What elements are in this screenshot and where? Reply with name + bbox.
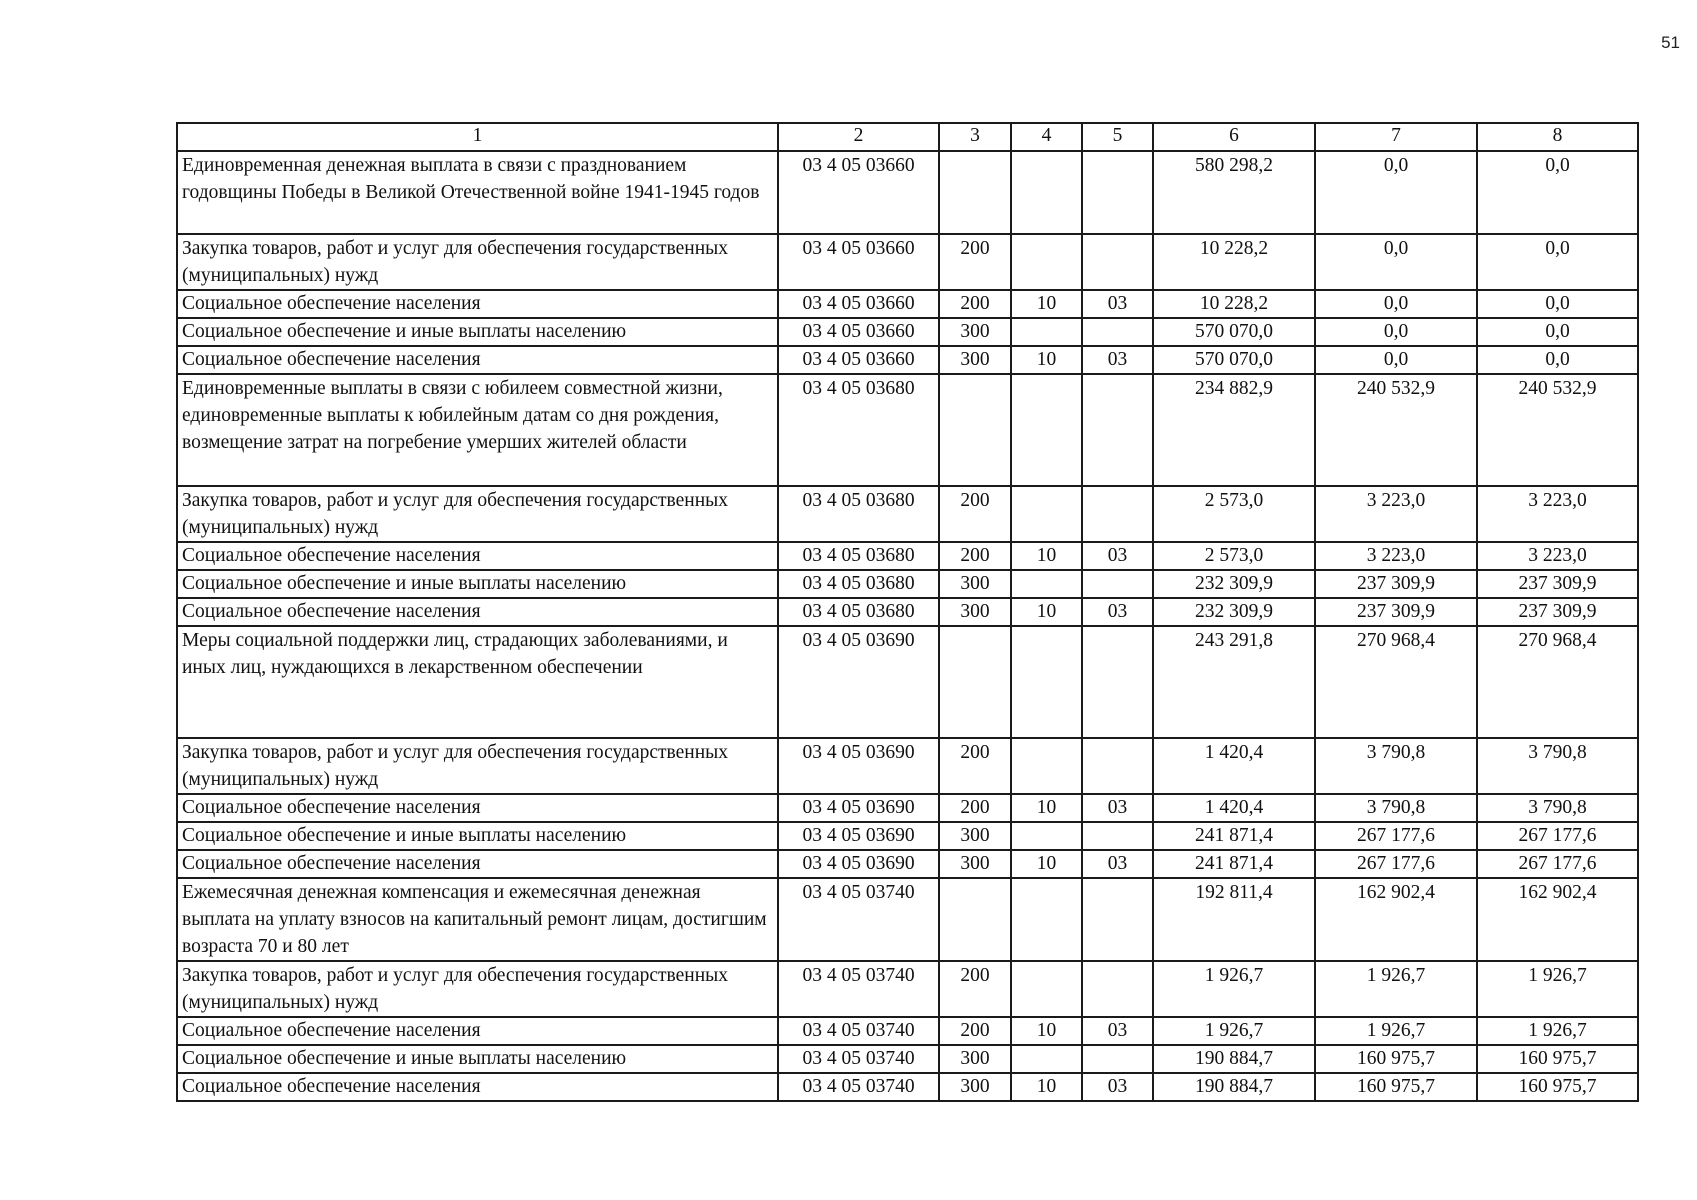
row-value6-cell: 1 420,4 — [1153, 794, 1315, 822]
row-code-cell: 03 4 05 03660 — [778, 346, 939, 374]
row-name-cell: Меры социальной поддержки лиц, страдающих заболеваниями, и иных лиц, нуждающихся в лекарственном обеспечении — [177, 626, 778, 738]
row-value7-cell: 0,0 — [1315, 318, 1477, 346]
row-col5-cell — [1082, 318, 1153, 346]
row-name-cell: Социальное обеспечение населения — [177, 1073, 778, 1101]
row-value7-cell: 1 926,7 — [1315, 961, 1477, 1017]
column-header: 2 — [778, 123, 939, 151]
row-col5-cell — [1082, 961, 1153, 1017]
row-value8-cell: 0,0 — [1477, 290, 1638, 318]
row-name-cell: Социальное обеспечение и иные выплаты населению — [177, 822, 778, 850]
row-col4-cell: 10 — [1011, 850, 1082, 878]
row-col5-cell — [1082, 234, 1153, 290]
row-col5-cell: 03 — [1082, 1017, 1153, 1045]
column-header: 5 — [1082, 123, 1153, 151]
row-name-cell: Социальное обеспечение населения — [177, 850, 778, 878]
row-value6-cell: 1 926,7 — [1153, 1017, 1315, 1045]
row-code-cell: 03 4 05 03660 — [778, 290, 939, 318]
table-row — [177, 151, 1638, 234]
row-code-cell: 03 4 05 03740 — [778, 1073, 939, 1101]
row-code-cell: 03 4 05 03690 — [778, 626, 939, 738]
row-col5-cell — [1082, 878, 1153, 961]
row-col3-cell: 300 — [939, 570, 1011, 598]
row-value7-cell: 0,0 — [1315, 234, 1477, 290]
header-row — [177, 123, 1638, 151]
row-name-cell: Единовременные выплаты в связи с юбилеем совместной жизни, единовременные выплаты к юбилейным датам со дня рождения, возмещение затрат на погребение умерших жителей области — [177, 374, 778, 486]
row-col3-cell: 300 — [939, 598, 1011, 626]
row-name-cell: Закупка товаров, работ и услуг для обеспечения государственных (муниципальных) нужд — [177, 486, 778, 542]
column-header: 4 — [1011, 123, 1082, 151]
table-row — [177, 234, 1638, 290]
row-col3-cell — [939, 626, 1011, 738]
row-col5-cell — [1082, 486, 1153, 542]
row-code-cell: 03 4 05 03740 — [778, 961, 939, 1017]
row-col5-cell: 03 — [1082, 290, 1153, 318]
row-col5-cell: 03 — [1082, 346, 1153, 374]
row-value7-cell: 3 223,0 — [1315, 486, 1477, 542]
row-value6-cell: 243 291,8 — [1153, 626, 1315, 738]
row-value6-cell: 190 884,7 — [1153, 1045, 1315, 1073]
row-col3-cell: 300 — [939, 318, 1011, 346]
row-value8-cell: 3 223,0 — [1477, 542, 1638, 570]
row-value7-cell: 237 309,9 — [1315, 598, 1477, 626]
row-value6-cell: 1 420,4 — [1153, 738, 1315, 794]
row-value7-cell: 267 177,6 — [1315, 822, 1477, 850]
row-col3-cell — [939, 151, 1011, 234]
budget-table — [176, 122, 1639, 1102]
table-row — [177, 850, 1638, 878]
row-value6-cell: 10 228,2 — [1153, 234, 1315, 290]
row-col5-cell: 03 — [1082, 598, 1153, 626]
row-col5-cell — [1082, 822, 1153, 850]
row-value8-cell: 3 790,8 — [1477, 738, 1638, 794]
row-code-cell: 03 4 05 03680 — [778, 598, 939, 626]
row-value8-cell: 162 902,4 — [1477, 878, 1638, 961]
table-row — [177, 878, 1638, 961]
table-row — [177, 486, 1638, 542]
column-header: 1 — [177, 123, 778, 151]
row-value6-cell: 241 871,4 — [1153, 822, 1315, 850]
table-row — [177, 570, 1638, 598]
row-col5-cell — [1082, 738, 1153, 794]
row-value6-cell: 234 882,9 — [1153, 374, 1315, 486]
row-col4-cell — [1011, 374, 1082, 486]
row-value8-cell: 1 926,7 — [1477, 1017, 1638, 1045]
row-name-cell: Единовременная денежная выплата в связи с празднованием годовщины Победы в Великой Отечественной войне 1941-1945 годов — [177, 151, 778, 234]
row-code-cell: 03 4 05 03680 — [778, 542, 939, 570]
row-code-cell: 03 4 05 03680 — [778, 374, 939, 486]
table-row — [177, 542, 1638, 570]
row-code-cell: 03 4 05 03660 — [778, 318, 939, 346]
row-value8-cell: 160 975,7 — [1477, 1045, 1638, 1073]
row-col4-cell: 10 — [1011, 542, 1082, 570]
row-code-cell: 03 4 05 03690 — [778, 738, 939, 794]
row-value8-cell: 237 309,9 — [1477, 570, 1638, 598]
row-value8-cell: 267 177,6 — [1477, 850, 1638, 878]
row-name-cell: Социальное обеспечение населения — [177, 542, 778, 570]
table-row — [177, 318, 1638, 346]
table-row — [177, 794, 1638, 822]
row-col4-cell — [1011, 1045, 1082, 1073]
row-name-cell: Социальное обеспечение и иные выплаты населению — [177, 570, 778, 598]
row-col3-cell: 200 — [939, 794, 1011, 822]
row-value7-cell: 3 790,8 — [1315, 738, 1477, 794]
row-code-cell: 03 4 05 03660 — [778, 234, 939, 290]
row-value7-cell: 0,0 — [1315, 151, 1477, 234]
row-value6-cell: 580 298,2 — [1153, 151, 1315, 234]
row-code-cell: 03 4 05 03690 — [778, 850, 939, 878]
row-name-cell: Социальное обеспечение и иные выплаты населению — [177, 318, 778, 346]
row-col3-cell: 200 — [939, 486, 1011, 542]
row-col5-cell: 03 — [1082, 850, 1153, 878]
table-row — [177, 1073, 1638, 1101]
row-col5-cell — [1082, 626, 1153, 738]
row-col4-cell — [1011, 738, 1082, 794]
row-name-cell: Социальное обеспечение населения — [177, 1017, 778, 1045]
row-name-cell: Социальное обеспечение и иные выплаты населению — [177, 1045, 778, 1073]
row-code-cell: 03 4 05 03740 — [778, 878, 939, 961]
row-col5-cell — [1082, 151, 1153, 234]
row-value8-cell: 240 532,9 — [1477, 374, 1638, 486]
row-col4-cell — [1011, 822, 1082, 850]
row-col3-cell: 300 — [939, 850, 1011, 878]
row-value6-cell: 232 309,9 — [1153, 570, 1315, 598]
row-value7-cell: 0,0 — [1315, 346, 1477, 374]
row-value6-cell: 570 070,0 — [1153, 318, 1315, 346]
row-code-cell: 03 4 05 03740 — [778, 1045, 939, 1073]
row-value6-cell: 570 070,0 — [1153, 346, 1315, 374]
row-col5-cell — [1082, 570, 1153, 598]
row-value6-cell: 2 573,0 — [1153, 486, 1315, 542]
row-col4-cell — [1011, 151, 1082, 234]
row-value8-cell: 3 223,0 — [1477, 486, 1638, 542]
column-header: 7 — [1315, 123, 1477, 151]
table-row — [177, 822, 1638, 850]
row-col3-cell: 200 — [939, 542, 1011, 570]
row-col5-cell: 03 — [1082, 794, 1153, 822]
row-value7-cell: 240 532,9 — [1315, 374, 1477, 486]
row-col4-cell — [1011, 570, 1082, 598]
row-col3-cell: 300 — [939, 822, 1011, 850]
table-row — [177, 1017, 1638, 1045]
row-value7-cell: 267 177,6 — [1315, 850, 1477, 878]
page-number: 51 — [1661, 33, 1680, 52]
row-col5-cell — [1082, 1045, 1153, 1073]
row-col3-cell: 300 — [939, 1073, 1011, 1101]
row-name-cell: Ежемесячная денежная компенсация и ежемесячная денежная выплата на уплату взносов на капитальный ремонт лицам, достигшим возраста 70 и 80 лет — [177, 878, 778, 961]
column-header: 6 — [1153, 123, 1315, 151]
row-value7-cell: 0,0 — [1315, 290, 1477, 318]
row-col3-cell: 300 — [939, 346, 1011, 374]
row-name-cell: Закупка товаров, работ и услуг для обеспечения государственных (муниципальных) нужд — [177, 961, 778, 1017]
row-value8-cell: 0,0 — [1477, 318, 1638, 346]
row-code-cell: 03 4 05 03740 — [778, 1017, 939, 1045]
row-col4-cell — [1011, 961, 1082, 1017]
row-value7-cell: 3 790,8 — [1315, 794, 1477, 822]
row-name-cell: Социальное обеспечение населения — [177, 290, 778, 318]
row-col5-cell: 03 — [1082, 1073, 1153, 1101]
row-col3-cell: 200 — [939, 738, 1011, 794]
row-col4-cell: 10 — [1011, 1073, 1082, 1101]
row-col4-cell — [1011, 318, 1082, 346]
row-value8-cell: 3 790,8 — [1477, 794, 1638, 822]
row-col3-cell: 200 — [939, 961, 1011, 1017]
row-col4-cell — [1011, 234, 1082, 290]
row-col3-cell: 200 — [939, 290, 1011, 318]
table-row — [177, 598, 1638, 626]
row-col4-cell: 10 — [1011, 290, 1082, 318]
row-value6-cell: 10 228,2 — [1153, 290, 1315, 318]
table-row — [177, 346, 1638, 374]
row-code-cell: 03 4 05 03690 — [778, 822, 939, 850]
row-value6-cell: 190 884,7 — [1153, 1073, 1315, 1101]
row-name-cell: Социальное обеспечение населения — [177, 794, 778, 822]
row-col4-cell: 10 — [1011, 598, 1082, 626]
table-row — [177, 961, 1638, 1017]
row-value8-cell: 0,0 — [1477, 346, 1638, 374]
row-value8-cell: 237 309,9 — [1477, 598, 1638, 626]
row-value8-cell: 1 926,7 — [1477, 961, 1638, 1017]
row-col4-cell: 10 — [1011, 346, 1082, 374]
row-value8-cell: 160 975,7 — [1477, 1073, 1638, 1101]
row-value6-cell: 2 573,0 — [1153, 542, 1315, 570]
row-col3-cell — [939, 878, 1011, 961]
table-body — [177, 151, 1638, 1101]
row-name-cell: Социальное обеспечение населения — [177, 346, 778, 374]
table-row — [177, 1045, 1638, 1073]
row-col3-cell: 300 — [939, 1045, 1011, 1073]
row-col3-cell: 200 — [939, 234, 1011, 290]
column-header: 8 — [1477, 123, 1638, 151]
row-code-cell: 03 4 05 03660 — [778, 151, 939, 234]
row-col5-cell — [1082, 374, 1153, 486]
row-code-cell: 03 4 05 03680 — [778, 486, 939, 542]
row-value7-cell: 270 968,4 — [1315, 626, 1477, 738]
table-row — [177, 738, 1638, 794]
row-name-cell: Закупка товаров, работ и услуг для обеспечения государственных (муниципальных) нужд — [177, 738, 778, 794]
row-col4-cell — [1011, 878, 1082, 961]
row-name-cell: Закупка товаров, работ и услуг для обеспечения государственных (муниципальных) нужд — [177, 234, 778, 290]
row-value8-cell: 0,0 — [1477, 234, 1638, 290]
row-col4-cell — [1011, 626, 1082, 738]
row-col3-cell — [939, 374, 1011, 486]
row-value7-cell: 1 926,7 — [1315, 1017, 1477, 1045]
row-value7-cell: 162 902,4 — [1315, 878, 1477, 961]
row-value6-cell: 232 309,9 — [1153, 598, 1315, 626]
row-col3-cell: 200 — [939, 1017, 1011, 1045]
row-value7-cell: 3 223,0 — [1315, 542, 1477, 570]
row-col5-cell: 03 — [1082, 542, 1153, 570]
row-col4-cell — [1011, 486, 1082, 542]
row-col4-cell: 10 — [1011, 794, 1082, 822]
row-value6-cell: 192 811,4 — [1153, 878, 1315, 961]
table-row — [177, 374, 1638, 486]
row-value6-cell: 1 926,7 — [1153, 961, 1315, 1017]
row-value8-cell: 0,0 — [1477, 151, 1638, 234]
row-value8-cell: 270 968,4 — [1477, 626, 1638, 738]
row-value6-cell: 241 871,4 — [1153, 850, 1315, 878]
row-value7-cell: 160 975,7 — [1315, 1045, 1477, 1073]
row-col4-cell: 10 — [1011, 1017, 1082, 1045]
row-name-cell: Социальное обеспечение населения — [177, 598, 778, 626]
column-header: 3 — [939, 123, 1011, 151]
table-row — [177, 626, 1638, 738]
row-value7-cell: 237 309,9 — [1315, 570, 1477, 598]
row-value7-cell: 160 975,7 — [1315, 1073, 1477, 1101]
row-value8-cell: 267 177,6 — [1477, 822, 1638, 850]
row-code-cell: 03 4 05 03690 — [778, 794, 939, 822]
table-row — [177, 290, 1638, 318]
row-code-cell: 03 4 05 03680 — [778, 570, 939, 598]
